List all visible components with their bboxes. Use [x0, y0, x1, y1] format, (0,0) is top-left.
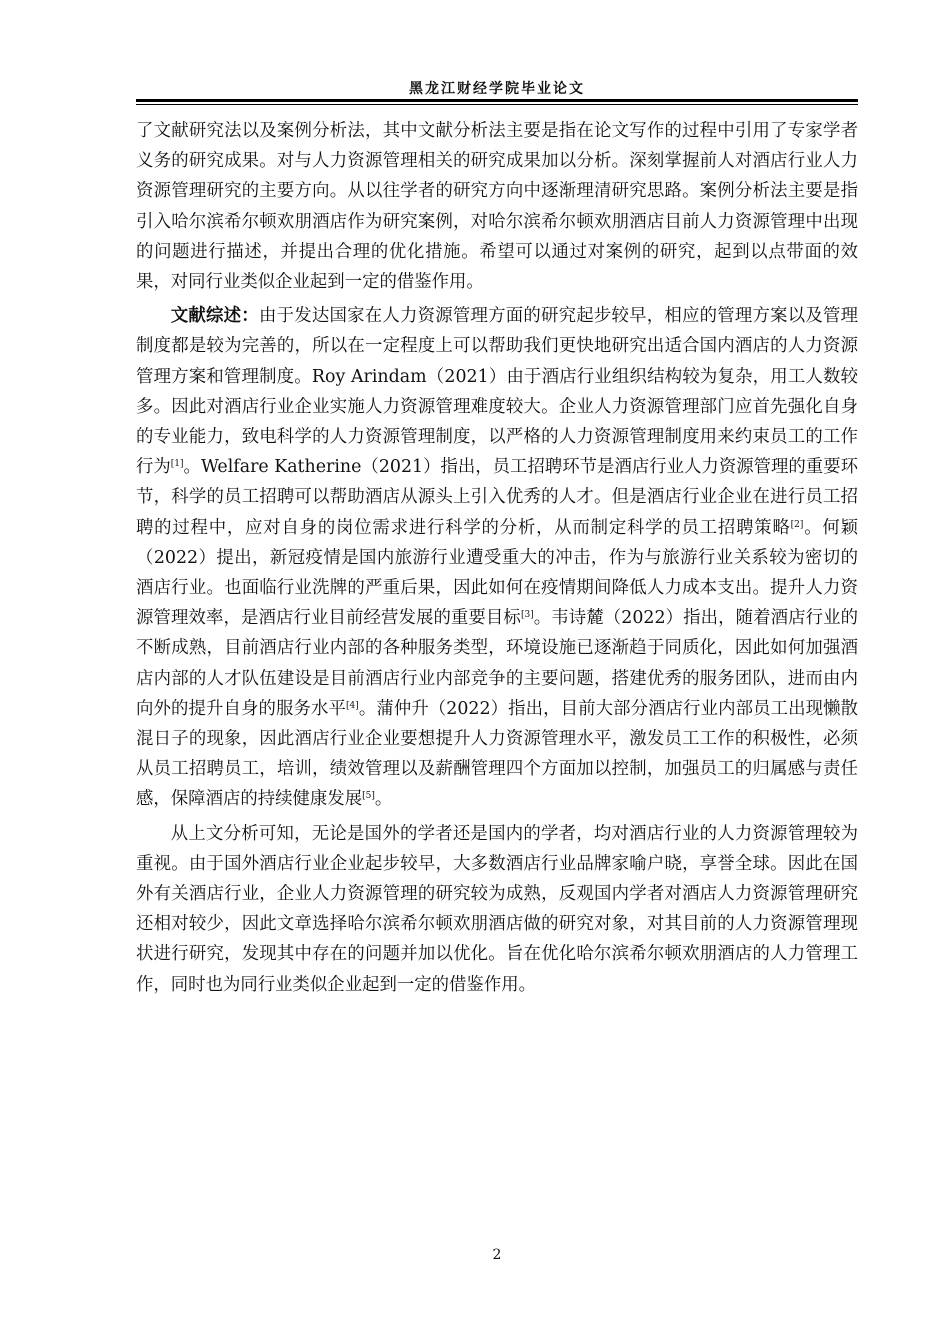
header-rule-thick: [136, 99, 858, 102]
citation-1: [1]: [170, 459, 184, 470]
citation-2: [2]: [790, 519, 804, 530]
paragraph-literature-review: [136, 301, 858, 814]
citation-5: [5]: [362, 791, 375, 802]
header-rule-thin: [136, 104, 858, 105]
review-text-5: 。蒲仲升（2022）指出，目前大部分酒店行业内部员工出现懒散混日子的现象，因此酒店行业企业要想提升人力资源管理水平，激发员工工作的积极性，必须从员工招聘员工，培训，绩效管理以及薪酬管理四个方面加以控制，加强员工的归属感与责任感，保障酒店的持续健康发展: [136, 698, 858, 810]
citation-4: [4]: [345, 700, 359, 711]
review-text-1: 由于发达国家在人力资源管理方面的研究起步较早，相应的管理方案以及管理制度都是较为完善的，所以在一定程度上可以帮助我们更快地研究出适合国内酒店的人力资源管理方案和管理制度。Roy Arindam（2021）由于酒店行业组织结构较为复杂，用工人数较多。因此对酒店行业企业实施人力资源管理难度较大。企业人力资源管理部门应首先强化自身的专业能力，致电科学的人力资源管理制度，以严格的人力资源管理制度用来约束员工的工作行为: [136, 306, 858, 478]
review-text-2: 。Welfare Katherine（2021）指出，员工招聘环节是酒店行业人力资源管理的重要环节，科学的员工招聘可以帮助酒店从源头上引入优秀的人才。但是酒店行业企业在进行员工招聘的过程中，应对自身的岗位需求进行科学的分析，从而制定科学的员工招聘策略: [136, 457, 858, 538]
review-text-6: 。: [374, 789, 393, 810]
document-body: [136, 116, 858, 1004]
review-text-3: 。何颖（2022）提出，新冠疫情是国内旅游行业遭受重大的冲击，作为与旅游行业关系较为密切的酒店行业。也面临行业洗牌的严重后果，因此如何在疫情期间降低人力成本支出。提升人力资源管理效率，是酒店行业目前经营发展的重要目标: [136, 517, 858, 629]
literature-review-label: 文献综述：: [170, 306, 259, 327]
paragraph-methods: 了文献研究法以及案例分析法，其中文献分析法主要是指在论文写作的过程中引用了专家学者义务的研究成果。对与人力资源管理相关的研究成果加以分析。深刻掌握前人对酒店行业人力资源管理研究的主要方向。从以往学者的研究方向中逐渐理清研究思路。案例分析法主要是指引入哈尔滨希尔顿欢朋酒店作为研究案例，对哈尔滨希尔顿欢朋酒店目前人力资源管理中出现的问题进行描述，并提出合理的优化措施。希望可以通过对案例的研究，起到以点带面的效果，对同行业类似企业起到一定的借鉴作用。: [136, 121, 858, 293]
page-number: 2: [492, 1247, 502, 1263]
paragraph-summary: 从上文分析可知，无论是国外的学者还是国内的学者，均对酒店行业的人力资源管理较为重视。由于国外酒店行业企业起步较早，大多数酒店行业品牌家喻户晓，享誉全球。因此在国外有关酒店行业，企业人力资源管理的研究较为成熟，反观国内学者对酒店人力资源管理研究还相对较少，因此文章选择哈尔滨希尔顿欢朋酒店做的研究对象，对其目前的人力资源管理现状进行研究，发现其中存在的问题并加以优化。旨在优化哈尔滨希尔顿欢朋酒店的人力管理工作，同时也为同行业类似企业起到一定的借鉴作用。: [136, 823, 858, 995]
review-text-4: 。韦诗麓（2022）指出，随着酒店行业的不断成熟，目前酒店行业内部的各种服务类型，环境设施已逐渐趋于同质化，因此如何加强酒店内部的人才队伍建设是目前酒店行业内部竞争的主要问题，搭建优秀的服务团队，进而由内向外的提升自身的服务水平: [136, 608, 858, 719]
page-header-title: 黑龙江财经学院毕业论文: [409, 81, 585, 97]
citation-3: [3]: [520, 610, 534, 621]
